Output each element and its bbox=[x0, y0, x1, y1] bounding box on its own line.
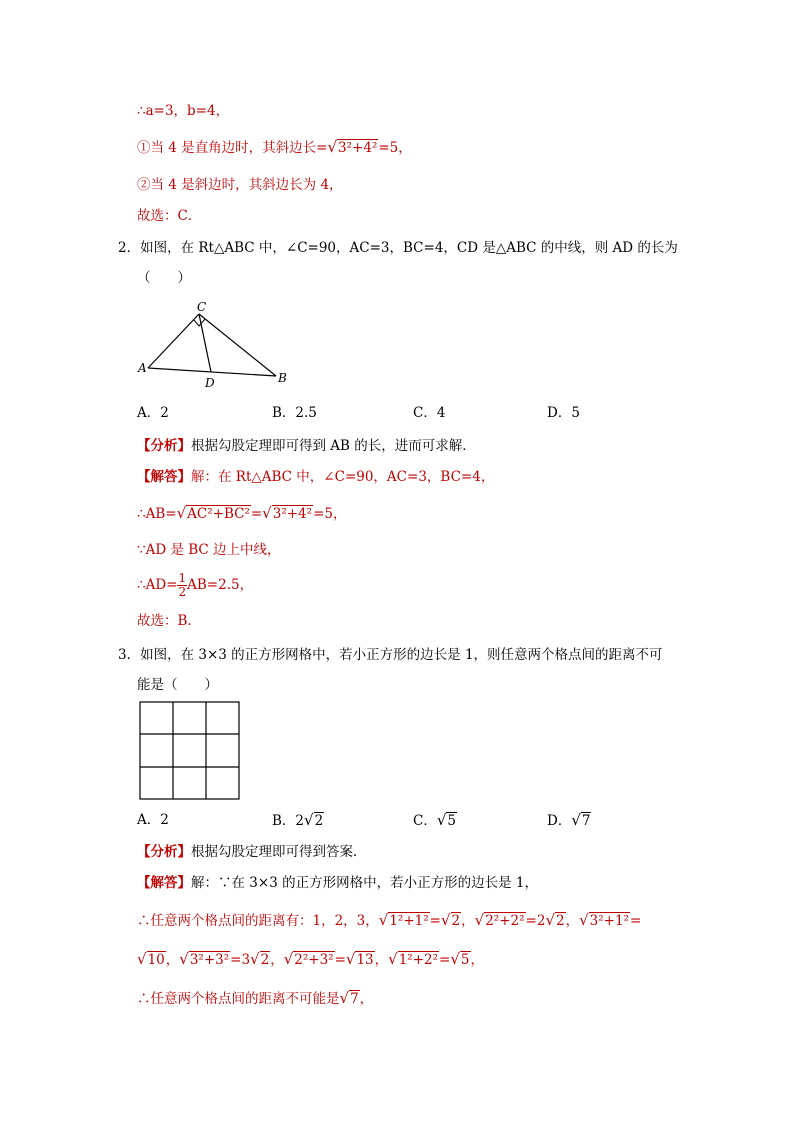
q2-option-c: C．4 bbox=[413, 405, 446, 421]
q3-solution: 【解答】解：∵在 3×3 的正方形网格中，若小正方形的边长是 1， bbox=[137, 875, 538, 891]
q3-stem: 3．如图，在 3×3 的正方形网格中，若小正方形的边长是 1，则任意两个格点间的距离不可 bbox=[118, 647, 663, 663]
q3-stem-continued: 能是（ ） bbox=[137, 677, 218, 693]
sqrt-expression: √3²+4² bbox=[262, 504, 313, 522]
sqrt-expression: √2 bbox=[545, 911, 565, 929]
q2-solution: 【解答】解：在 Rt△ABC 中，∠C=90，AC=3，BC=4， bbox=[137, 469, 495, 485]
side-cb bbox=[199, 314, 276, 376]
sqrt-expression: √2 bbox=[304, 811, 324, 829]
sqrt-expression: √2 bbox=[250, 950, 270, 968]
q2-option-b: B．2.5 bbox=[272, 405, 317, 421]
label-c: C bbox=[197, 300, 207, 314]
prev-choice: 故选：C． bbox=[137, 208, 202, 224]
q3-option-a: A．2 bbox=[137, 812, 169, 828]
q2-triangle-figure bbox=[130, 296, 300, 391]
sqrt-expression: √3²+4² bbox=[327, 138, 378, 156]
side-ac bbox=[148, 314, 199, 368]
q3-option-c: C．√5 bbox=[413, 811, 456, 829]
label-a: A bbox=[138, 361, 147, 375]
sqrt-expression: √3²+3² bbox=[179, 950, 230, 968]
q2-step-2: ∵AD 是 BC 边上中线， bbox=[137, 542, 281, 558]
q3-distances-line-1: ∴任意两个格点间的距离有：1，2，3，√1²+1²=√2，√2²+2²=2√2，√3²+1²= bbox=[137, 911, 642, 929]
sqrt-expression: √2²+2² bbox=[474, 911, 525, 929]
q3-analysis: 【分析】根据勾股定理即可得到答案． bbox=[137, 844, 367, 860]
q2-choice: 故选：B． bbox=[137, 613, 201, 629]
sqrt-expression: √5 bbox=[436, 811, 456, 829]
sqrt-expression: √1²+1² bbox=[378, 911, 429, 929]
sqrt-expression: √2 bbox=[440, 911, 461, 929]
sqrt-expression: √10 bbox=[137, 950, 165, 968]
fraction: $\frac{1}{2}$ bbox=[178, 571, 187, 599]
sqrt-expression: √13 bbox=[345, 950, 374, 968]
right-angle-mark bbox=[194, 319, 205, 326]
q2-step-3: ∴AD= $\frac{1}{2}$ AB=2.5， bbox=[137, 571, 254, 599]
sqrt-expression: √3²+1² bbox=[579, 911, 629, 929]
prev-case-2: ②当 4 是斜边时，其斜边长为 4， bbox=[137, 177, 343, 193]
label-d: D bbox=[205, 376, 215, 390]
q2-paren: （ ） bbox=[137, 270, 191, 286]
q2-option-a: A．2 bbox=[137, 405, 169, 421]
q2-option-d: D．5 bbox=[547, 405, 580, 421]
q2-stem: 2．如图，在 Rt△ABC 中，∠C=90，AC=3，BC=4，CD 是△ABC 的中线，则 AD 的长为 bbox=[118, 240, 678, 256]
side-ab bbox=[148, 368, 276, 376]
sqrt-expression: √2²+3² bbox=[283, 950, 334, 968]
q3-conclusion: ∴任意两个格点间的距离不可能是√7， bbox=[137, 989, 374, 1007]
label-b: B bbox=[278, 371, 287, 385]
q3-option-d: D．√7 bbox=[547, 811, 591, 829]
sqrt-expression: √7 bbox=[571, 811, 591, 829]
q3-option-b: B．2√2 bbox=[272, 811, 324, 829]
sqrt-expression: √7 bbox=[339, 989, 359, 1007]
q2-step-1: ∴AB=√AC²+BC²=√3²+4²=5， bbox=[137, 504, 347, 522]
q3-distances-line-2: √10，√3²+3²=3√2，√2²+3²=√13，√1²+2²=√5， bbox=[137, 950, 485, 968]
prev-step-values: ∴a=3，b=4， bbox=[137, 103, 230, 119]
prev-case-1: ①当 4 是直角边时，其斜边长=√3²+4²=5， bbox=[137, 138, 412, 156]
grid-border bbox=[140, 702, 239, 799]
q2-analysis: 【分析】根据勾股定理即可得到 AB 的长，进而可求解． bbox=[137, 438, 476, 454]
sqrt-expression: √1²+2² bbox=[388, 950, 439, 968]
q3-grid-figure bbox=[139, 701, 241, 801]
sqrt-expression: √AC²+BC² bbox=[176, 504, 250, 522]
sqrt-expression: √5 bbox=[450, 950, 470, 968]
